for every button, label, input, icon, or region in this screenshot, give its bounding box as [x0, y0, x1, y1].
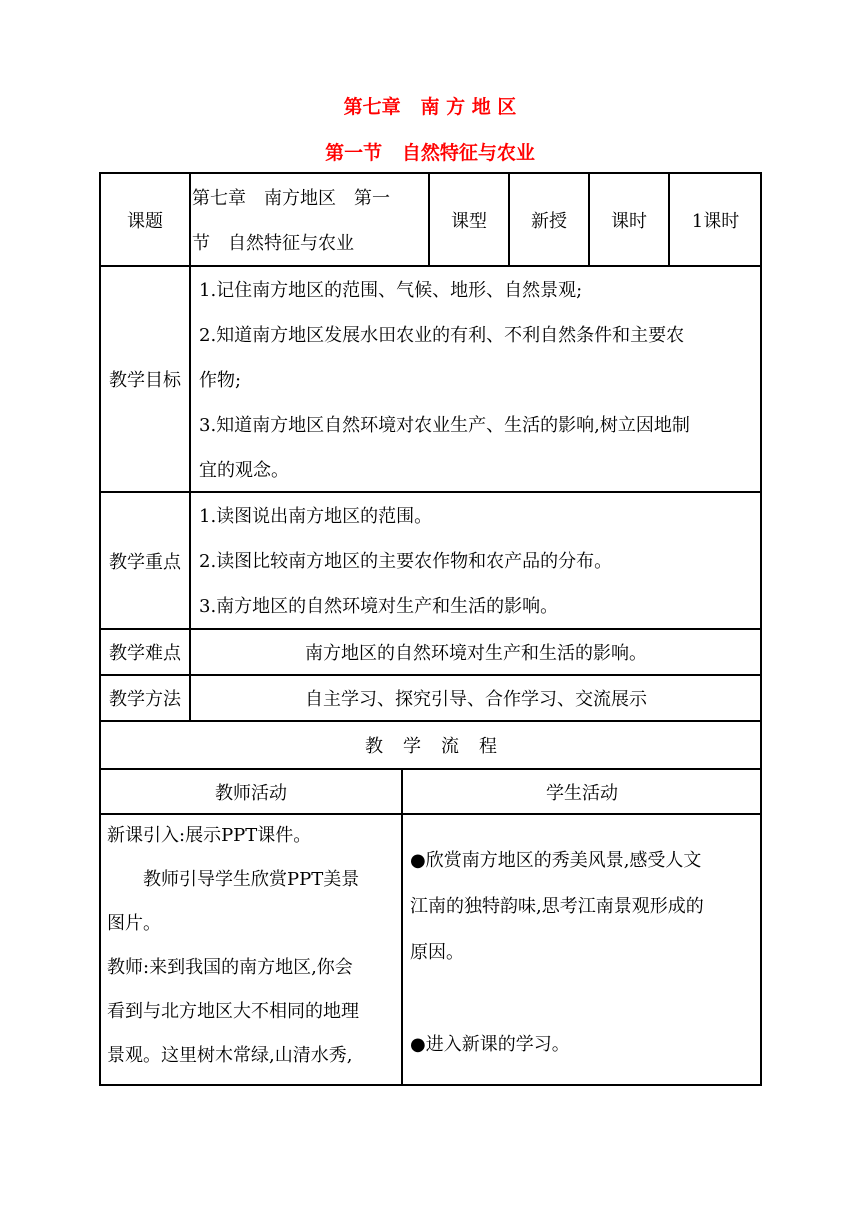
hours-value: 1课时 [691, 210, 740, 232]
student-line [410, 976, 760, 1022]
type-label: 课型 [451, 210, 487, 232]
difficulty-value: 南方地区的自然环境对生产和生活的影响。 [305, 643, 647, 664]
chapter-title: 第七章 南 方 地 区 [343, 96, 517, 118]
topic-value [192, 176, 428, 266]
objective-item: 宜的观念。 [199, 460, 289, 481]
topic-value-line: 第七章 南方地区 第一 [192, 188, 390, 209]
method-label: 教学方法 [109, 689, 181, 710]
section-title: 第一节 自然特征与农业 [325, 142, 535, 164]
student-line: 江南的独特韵味,思考江南景观形成的 [410, 896, 704, 917]
col-divider [401, 769, 403, 1085]
teacher-activity-header: 教师活动 [215, 782, 287, 804]
key-points-label: 教学重点 [109, 551, 181, 573]
type-value: 新授 [531, 210, 567, 232]
key-point-item: 1.读图说出南方地区的范围。 [199, 506, 433, 527]
objective-item: 3.知道南方地区自然环境对农业生产、生活的影响,树立因地制 [199, 415, 690, 436]
topic-value-line: 节 自然特征与农业 [192, 233, 354, 254]
objective-item: 2.知道南方地区发展水田农业的有利、不利自然条件和主要农 [199, 325, 685, 346]
teacher-line: 景观。这里树木常绿,山清水秀, [107, 1045, 353, 1066]
method-value: 自主学习、探究引导、合作学习、交流展示 [305, 689, 647, 710]
student-line: ●进入新课的学习。 [410, 1034, 570, 1055]
student-activity-header: 学生活动 [546, 782, 618, 804]
objectives-label: 教学目标 [109, 370, 181, 391]
key-points-list [199, 494, 759, 629]
student-activity-content [410, 838, 760, 1068]
objectives-list [199, 268, 759, 493]
objective-item: 1.记住南方地区的范围、气候、地形、自然景观; [199, 280, 583, 301]
teacher-line: 教师:来到我国的南方地区,你会 [107, 957, 353, 978]
difficulty-label: 教学难点 [109, 643, 181, 664]
key-point-item: 2.读图比较南方地区的主要农作物和农产品的分布。 [199, 551, 613, 572]
topic-label: 课题 [127, 210, 163, 232]
flow-title: 教学流程 [365, 736, 517, 757]
hours-label: 课时 [611, 210, 647, 232]
student-line: 原因。 [410, 942, 464, 963]
objective-item: 作物; [199, 370, 242, 391]
key-point-item: 3.南方地区的自然环境对生产和生活的影响。 [199, 596, 559, 617]
teacher-line: 图片。 [107, 913, 161, 934]
teacher-line: 教师引导学生欣赏PPT美景 [107, 869, 360, 890]
teacher-activity-content [107, 814, 399, 1078]
student-line: ●欣赏南方地区的秀美风景,感受人文 [410, 850, 702, 871]
teacher-line: 新课引入:展示PPT课件。 [107, 825, 312, 846]
teacher-line: 看到与北方地区大不相同的地理 [107, 1001, 359, 1022]
